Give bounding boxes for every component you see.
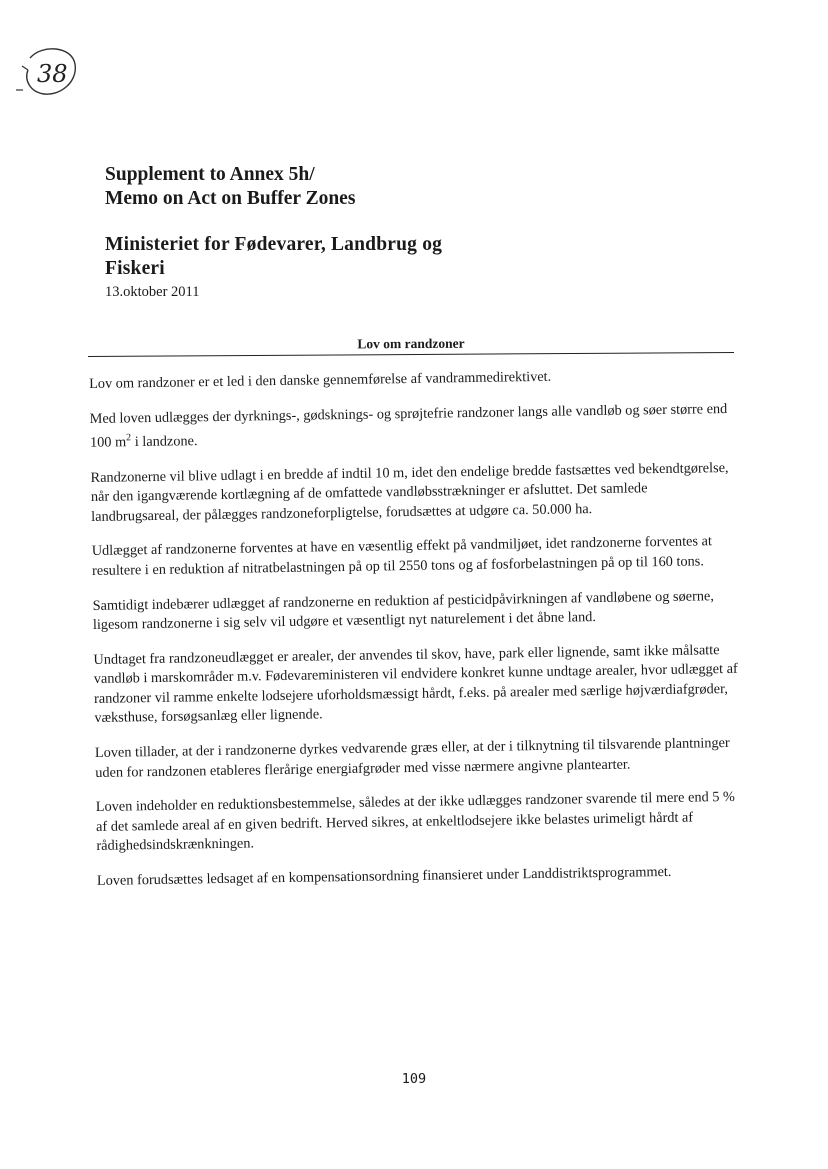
paragraph-8: Loven indeholder en reduktionsbestemmelse, således at der ikke udlægges randzoner svarende til mere end 5 % af det samlede areal af en given bedrift. Herved sikres, at enkeltlodsejere ikke belastes urimeligt hårdt af rådighedsindskrænkningen. [95,789,736,855]
heading-block [105,163,705,301]
body-text [89,365,742,907]
ministry-line-1: Ministeriet for Fødevarer, Landbrug og [105,234,443,255]
ministry-line-2: Fiskeri [105,258,165,279]
paragraph-1: Lov om randzoner er et led i den danske gennemførelse af vandrammedirektivet. [89,368,552,392]
section-title: Lov om randzoner [357,335,465,352]
paragraph-2-superscript: 2 [126,432,132,444]
paragraph-5: Samtidigt indebærer udlægget af randzonerne en reduktion af pesticidpåvirkningen af vandløbene og søerne, ligesom randzonerne i sig selv vil udgøre et væsentligt nyt naturelement i det åbne land. [92,587,714,634]
paragraph-2 [90,399,736,453]
paragraph-2-text: Med loven udlægges der dyrknings-, gødsknings- og sprøjtefrie randzoner langs alle vandløb og søer større end 100 m [89,400,728,451]
paragraph-6: Undtaget fra randzoneudlægget er arealer, der anvendes til skov, have, park eller lignende, samt ikke målsatte vandløb i marskområder m.v. Fødevareministeren vil endvidere konkret kunne undtage arealer, hvor udlægget af randzoner vil ramme enkelte lodsejere uforholdsmæssigt hårdt, f.eks. på arealer med særlige højværdiafgrøder, væksthuse, forsøgsanlæg eller lignende. [93,641,738,727]
paragraph-2-tail: i landzone. [131,433,198,451]
paragraph-4: Udlægget af randzonerne forventes at have en væsentlig effekt på vandmiljøet, idet randzonerne forventes at resultere i en reduktion af nitratbelastningen på op til 2550 tons og af fosforbelastningen på op til 160 tons. [91,533,713,579]
handwritten-circle-icon [10,40,80,100]
heading-line-2: Memo on Act on Buffer Zones [105,188,356,209]
document-date: 13.oktober 2011 [105,284,200,300]
heading-line-1: Supplement to Annex 5h/ [105,164,315,185]
handwritten-mark [10,40,80,100]
handwritten-mark-text: 38 [37,60,68,88]
paragraph-9: Loven forudsættes ledsaget af en kompensationsordning finansieret under Landdistriktsprogrammet. [96,863,672,889]
paragraph-7: Loven tillader, at der i randzonerne dyrkes vedvarende græs eller, at der i tilknytning til tilsvarende plantninger uden for randzonen etableres flerårige energiafgrøder med visse nærmere angivne plantearter. [94,735,730,781]
paragraph-3: Randzonerne vil blive udlagt i en bredde af indtil 10 m, idet den endelige bredde fastsættes ved bekendtgørelse, når den igangværende kortlægning af de omfattede vandløbsstrækninger er afsluttet. Det samlede landbrugsareal, der pålægges randzoneforpligtelse, forudsættes at udgøre ca. 50.000 ha. [90,459,729,525]
page-number: 109 [401,1071,427,1087]
